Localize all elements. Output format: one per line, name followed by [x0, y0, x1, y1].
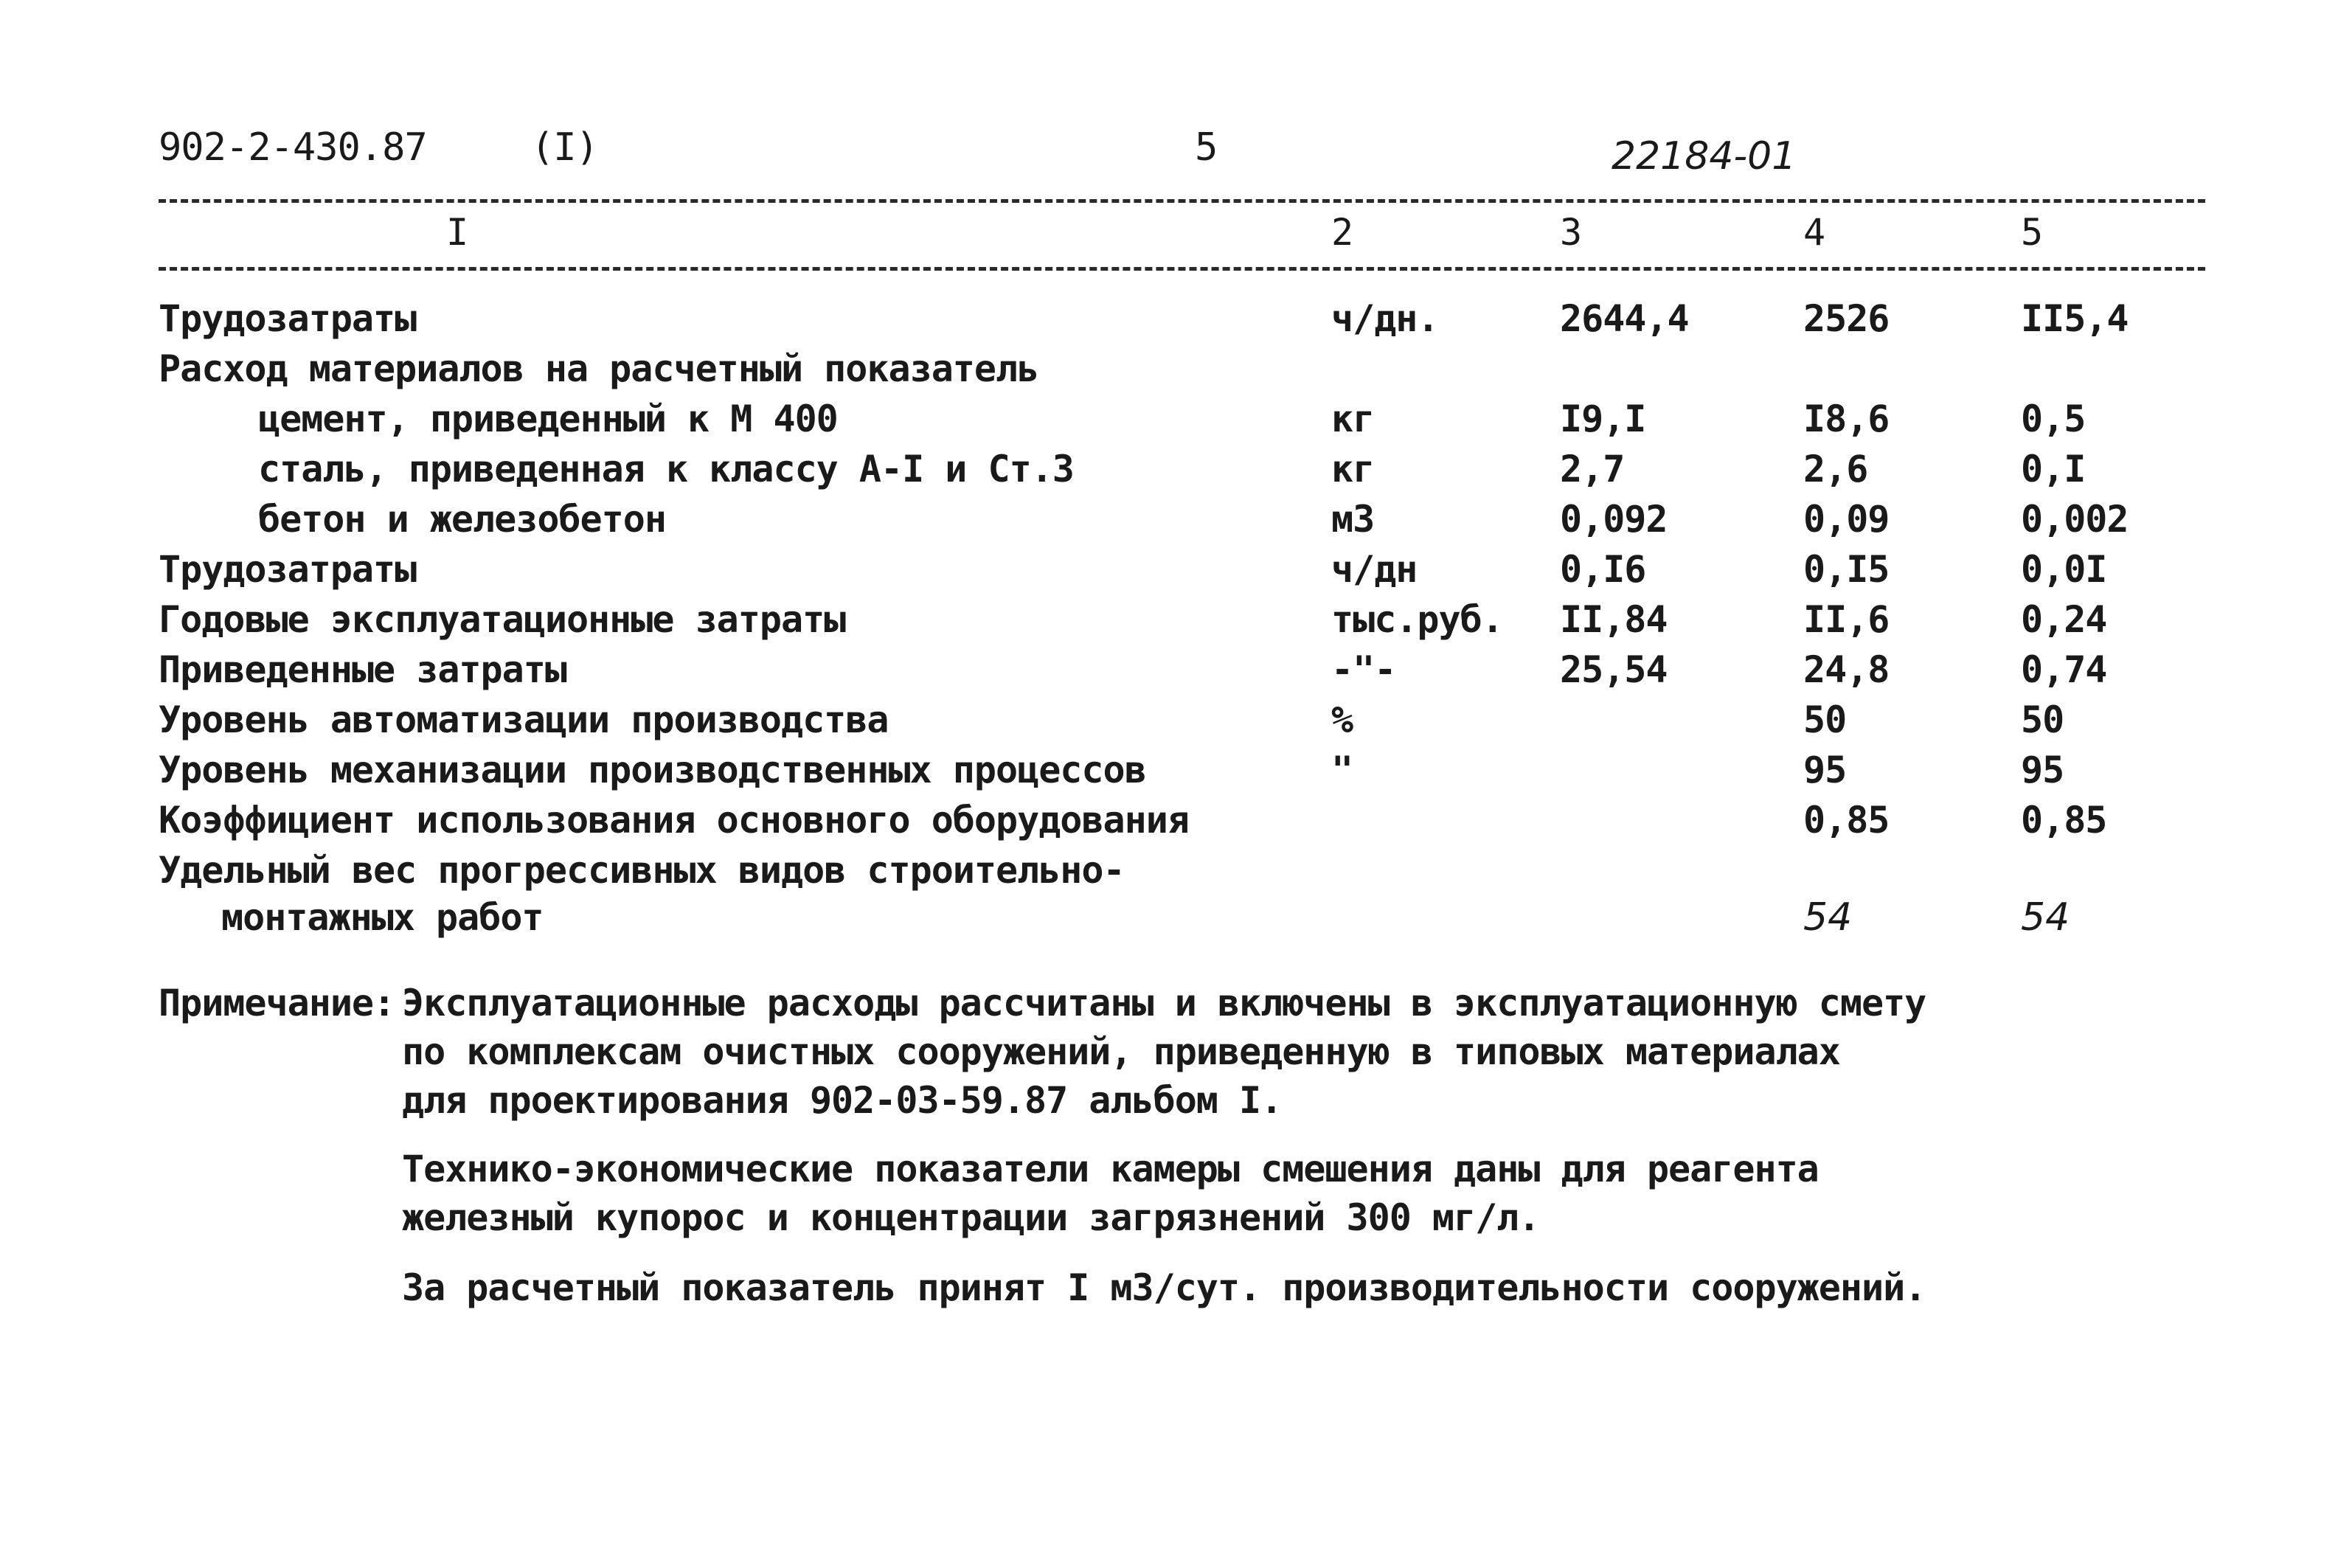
row-label: бетон и железобетон [258, 498, 666, 541]
row-label: Расход материалов на расчетный показатель [159, 347, 1039, 390]
row-value-3: I9,I [1560, 398, 1646, 440]
column-header-4: 4 [1803, 211, 1825, 254]
row-label: Уровень автоматизации производства [159, 698, 889, 741]
doc-code: 902-2-430.87 [159, 125, 427, 170]
table-top-rule [159, 199, 2205, 203]
row-value-5: 0,85 [2021, 799, 2107, 842]
note-line: Технико-экономические показатели камеры смешения даны для реагента [402, 1148, 1819, 1190]
row-value-4: II,6 [1803, 598, 1890, 641]
row-value-4: 24,8 [1803, 648, 1890, 691]
row-value-4: I8,6 [1803, 398, 1890, 440]
row-label: сталь, приведенная к классу А-I и Ст.3 [258, 448, 1074, 490]
row-label: цемент, приведенный к М 400 [258, 398, 838, 440]
column-header-5: 5 [2021, 211, 2043, 254]
page-number: 5 [1195, 125, 1218, 170]
row-value-4: 0,09 [1803, 498, 1890, 541]
row-value-5: II5,4 [2021, 297, 2129, 340]
row-label: Приведенные затраты [159, 648, 566, 691]
row-value-4: 2,6 [1803, 448, 1868, 490]
row-unit: ч/дн. [1331, 297, 1439, 340]
row-label: Трудозатраты [159, 548, 417, 591]
sheet-code: 22184-01 [1612, 134, 1797, 178]
row-unit: % [1331, 698, 1353, 741]
column-header-3: 3 [1560, 211, 1582, 254]
note-line: железный купорос и концентрации загрязнений 300 мг/л. [402, 1196, 1540, 1239]
row-value-5: 95 [2021, 749, 2064, 791]
row-unit: м3 [1331, 498, 1375, 541]
note-line: для проектирования 902-03-59.87 альбом I. [402, 1079, 1283, 1122]
row-unit: " [1331, 749, 1353, 791]
column-header-2: 2 [1331, 211, 1353, 254]
row-value-5: 54 [2021, 895, 2070, 940]
row-label: Уровень механизации производственных процессов [159, 749, 1146, 791]
row-value-3: 2644,4 [1560, 297, 1689, 340]
column-header-1: I [446, 211, 468, 254]
row-unit: тыс.руб. [1331, 598, 1503, 641]
note-line: по комплексам очистных сооружений, приведенную в типовых материалах [402, 1030, 1840, 1073]
row-value-4: 95 [1803, 749, 1847, 791]
row-label: Удельный вес прогрессивных видов строительно- [159, 849, 1125, 892]
row-value-4: 0,85 [1803, 799, 1890, 842]
row-value-3: II,84 [1560, 598, 1668, 641]
row-unit: ч/дн [1331, 548, 1418, 591]
row-value-5: 0,24 [2021, 598, 2107, 641]
row-label: Трудозатраты [159, 297, 417, 340]
note-line: Эксплуатационные расходы рассчитаны и включены в эксплуатационную смету [402, 982, 1926, 1024]
row-value-4: 0,I5 [1803, 548, 1890, 591]
row-value-3: 25,54 [1560, 648, 1668, 691]
doc-part: (I) [531, 125, 598, 170]
row-value-5: 50 [2021, 698, 2064, 741]
row-unit: кг [1331, 448, 1375, 490]
row-value-5: 0,74 [2021, 648, 2107, 691]
row-label: Годовые эксплуатационные затраты [159, 598, 846, 641]
note-line: За расчетный показатель принят I м3/сут. производительности сооружений. [402, 1266, 1926, 1309]
row-value-4: 2526 [1803, 297, 1890, 340]
row-value-4: 54 [1803, 895, 1853, 940]
row-value-3: 0,092 [1560, 498, 1668, 541]
row-value-5: 0,0I [2021, 548, 2107, 591]
row-value-5: 0,5 [2021, 398, 2086, 440]
note-label: Примечание: [159, 982, 395, 1024]
row-unit: -"- [1331, 648, 1396, 691]
row-unit: кг [1331, 398, 1375, 440]
row-value-3: 0,I6 [1560, 548, 1646, 591]
row-value-4: 50 [1803, 698, 1847, 741]
row-value-3: 2,7 [1560, 448, 1625, 490]
row-value-5: 0,002 [2021, 498, 2129, 541]
row-label: монтажных работ [221, 896, 544, 939]
row-label: Коэффициент использования основного оборудования [159, 799, 1189, 842]
table-header-rule [159, 267, 2205, 271]
row-value-5: 0,I [2021, 448, 2086, 490]
